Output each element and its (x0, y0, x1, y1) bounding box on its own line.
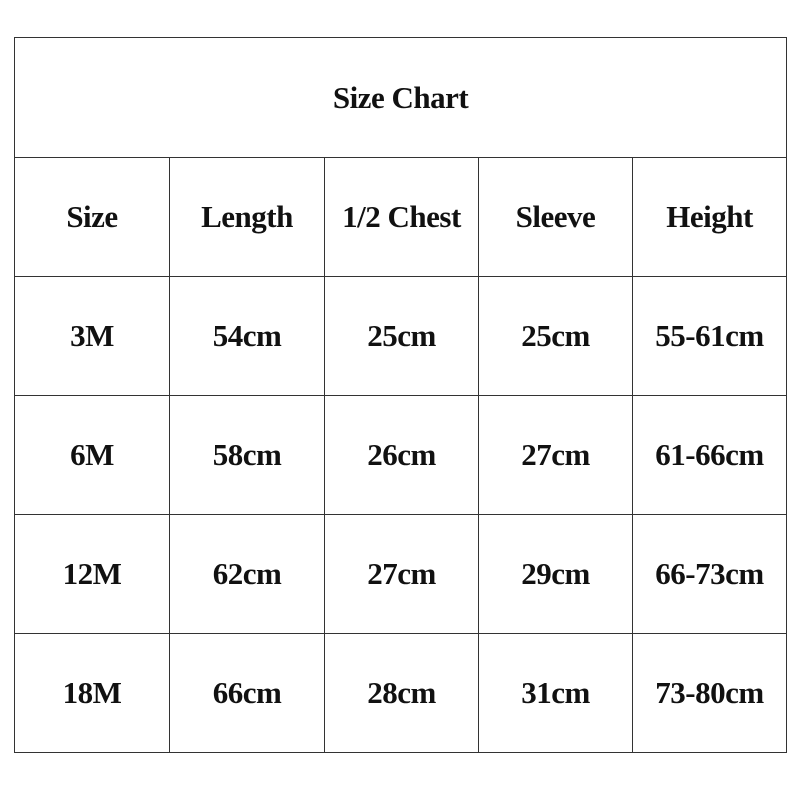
cell-sleeve: 25cm (479, 277, 633, 396)
header-half-chest: 1/2 Chest (325, 158, 479, 277)
cell-half-chest: 27cm (325, 515, 479, 634)
cell-height: 66-73cm (633, 515, 787, 634)
cell-height: 61-66cm (633, 396, 787, 515)
header-height: Height (633, 158, 787, 277)
table-title: Size Chart (15, 38, 787, 158)
cell-size: 6M (15, 396, 170, 515)
header-size: Size (15, 158, 170, 277)
cell-length: 62cm (170, 515, 325, 634)
table-row (15, 396, 787, 515)
header-length: Length (170, 158, 325, 277)
cell-length: 66cm (170, 634, 325, 753)
cell-height: 55-61cm (633, 277, 787, 396)
table-row (15, 515, 787, 634)
cell-length: 58cm (170, 396, 325, 515)
cell-sleeve: 31cm (479, 634, 633, 753)
cell-sleeve: 29cm (479, 515, 633, 634)
cell-half-chest: 25cm (325, 277, 479, 396)
table-row (15, 277, 787, 396)
header-sleeve: Sleeve (479, 158, 633, 277)
cell-half-chest: 28cm (325, 634, 479, 753)
cell-height: 73-80cm (633, 634, 787, 753)
header-row (15, 158, 787, 277)
cell-size: 3M (15, 277, 170, 396)
cell-half-chest: 26cm (325, 396, 479, 515)
table-row (15, 634, 787, 753)
cell-sleeve: 27cm (479, 396, 633, 515)
cell-size: 12M (15, 515, 170, 634)
cell-length: 54cm (170, 277, 325, 396)
cell-size: 18M (15, 634, 170, 753)
size-chart-table (14, 37, 787, 753)
title-row (15, 38, 787, 158)
